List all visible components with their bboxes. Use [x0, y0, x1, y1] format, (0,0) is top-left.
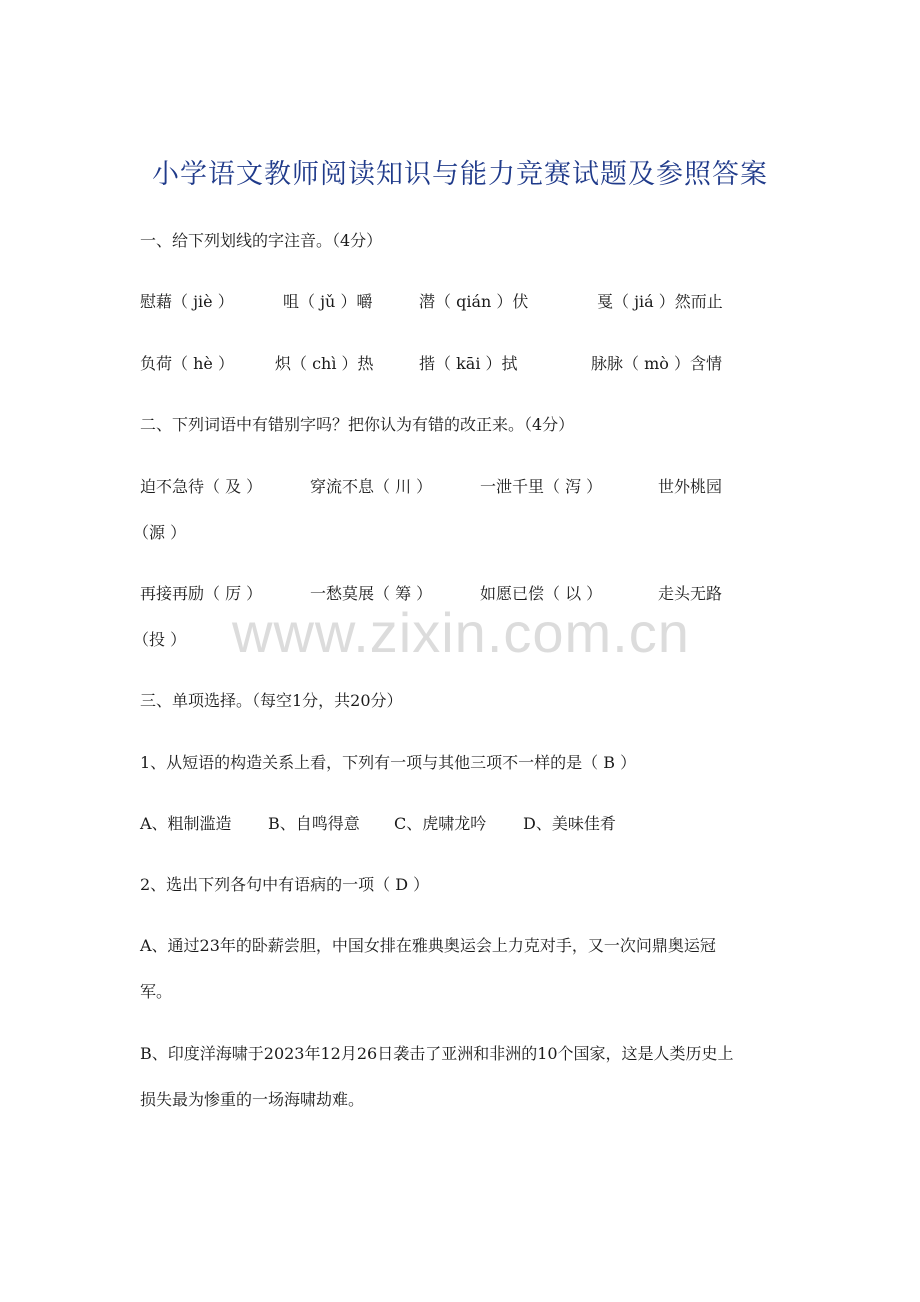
- option-c: C、虎啸龙吟: [394, 814, 487, 833]
- pinyin-item: 咀（ jǔ ）嚼: [283, 292, 373, 311]
- correction-item: 走头无路: [658, 584, 723, 603]
- correction-item: 一愁莫展（ 筹 ）: [310, 584, 433, 603]
- correction-item: 再接再励（ 厉 ）: [140, 584, 263, 603]
- pinyin-item: 脉脉（ mò ）含情: [591, 354, 722, 373]
- question-2: 2、选出下列各句中有语病的一项（ D ）: [140, 875, 430, 894]
- correction-row-1-continuation: （源 ）: [133, 523, 187, 542]
- correction-item: 迫不急待（ 及 ）: [140, 477, 263, 496]
- pinyin-item: 揩（ kāi ）拭: [419, 354, 518, 373]
- watermark: www.zixin.com.cn: [232, 601, 690, 664]
- section-3-heading: 三、单项选择。（每空1分，共20分）: [140, 691, 403, 710]
- section-2-heading: 二、下列词语中有错别字吗？把你认为有错的改正来。（4分）: [140, 415, 575, 434]
- question-2-option-a-continuation: 军。: [140, 982, 173, 1001]
- correction-row-2-continuation: （投 ）: [133, 630, 187, 649]
- pinyin-item: 戛（ jiá ）然而止: [597, 292, 723, 311]
- question-2-option-b-continuation: 损失最为惨重的一场海啸劫难。: [140, 1090, 365, 1109]
- pinyin-item: 炽（ chì ）热: [275, 354, 374, 373]
- correction-item: 世外桃园: [658, 477, 723, 496]
- question-2-option-b: B、印度洋海啸于2023年12月26日袭击了亚洲和非洲的10个国家，这是人类历史上: [140, 1044, 734, 1063]
- correction-item: 穿流不息（ 川 ）: [310, 477, 433, 496]
- correction-item: 如愿已偿（ 以 ）: [480, 584, 603, 603]
- pinyin-item: 负荷（ hè ）: [140, 354, 234, 373]
- document-title: 小学语文教师阅读知识与能力竞赛试题及参照答案: [152, 159, 768, 190]
- option-d: D、美味佳肴: [523, 814, 616, 833]
- section-1-heading: 一、给下列划线的字注音。（4分）: [140, 231, 383, 250]
- question-1: 1、从短语的构造关系上看，下列有一项与其他三项不一样的是（ B ）: [140, 753, 637, 772]
- option-a: A、粗制滥造: [140, 814, 232, 833]
- pinyin-item: 慰藉（ jiè ）: [140, 292, 234, 311]
- question-2-option-a: A、通过23年的卧薪尝胆，中国女排在雅典奥运会上力克对手，又一次问鼎奥运冠: [140, 936, 716, 955]
- correction-item: 一泄千里（ 泻 ）: [480, 477, 603, 496]
- option-b: B、自鸣得意: [268, 814, 360, 833]
- pinyin-item: 潜（ qián ）伏: [419, 292, 529, 311]
